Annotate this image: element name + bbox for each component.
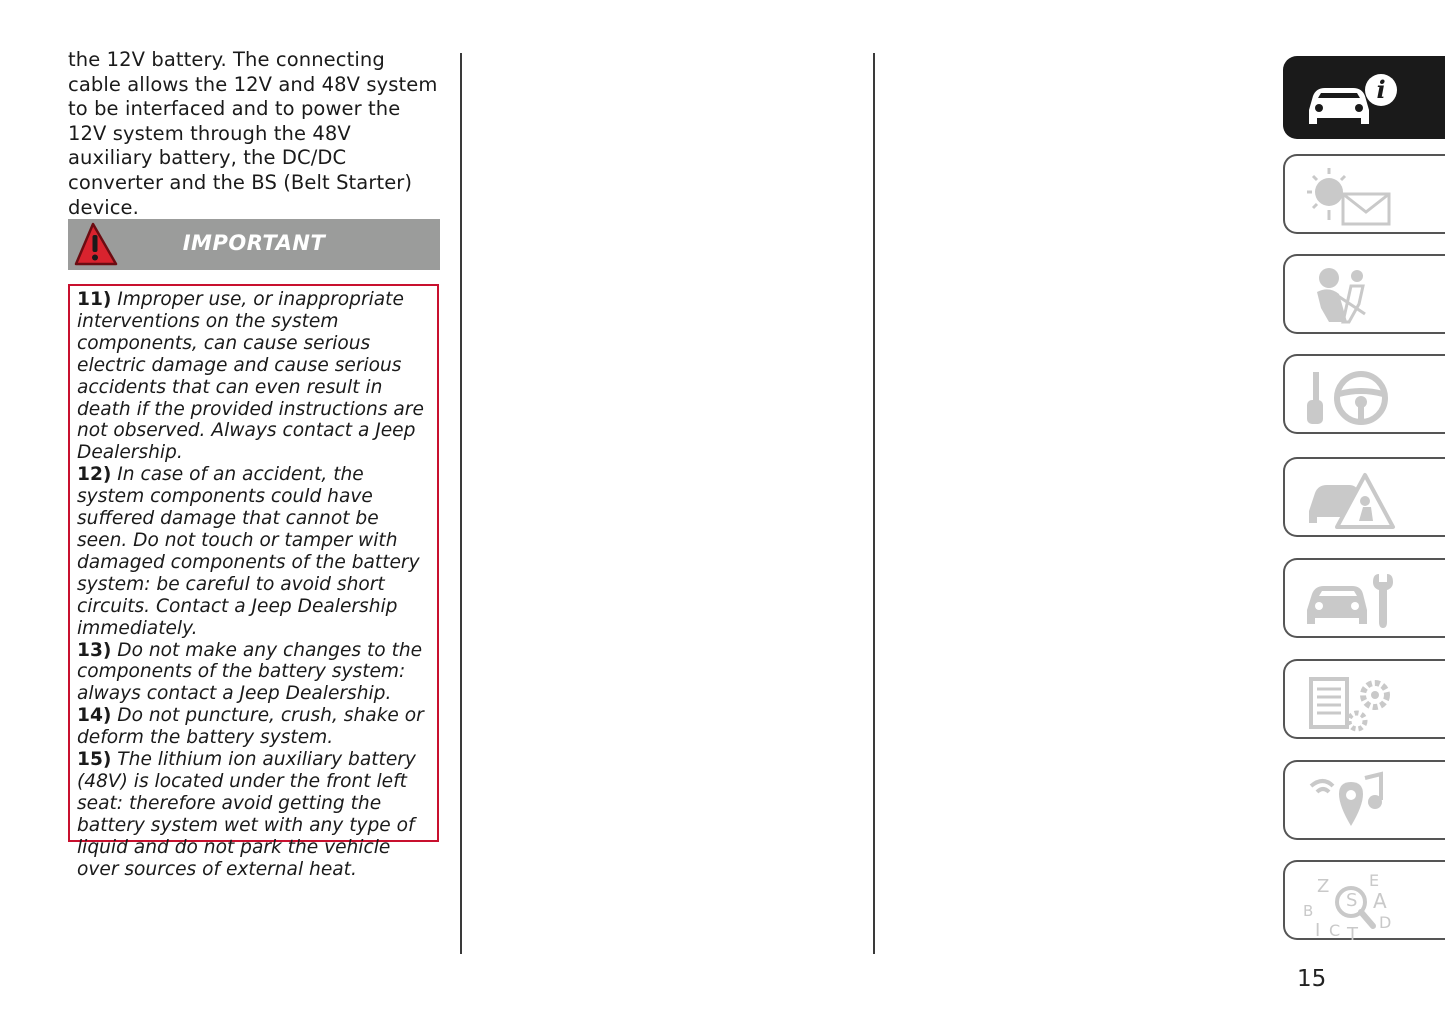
index-letter: T [1347, 924, 1358, 940]
key-steering-wheel-icon [1299, 364, 1399, 428]
important-header [68, 219, 440, 270]
note-text: Improper use, or inappropriate interventions on the system components, can cause serious electric damage and cause serious accidents that can even result in death if the provided instructions are not observed. Always contact a Jeep Dealership. [77, 289, 424, 464]
tab-multimedia[interactable] [1283, 760, 1445, 840]
note-number: 12) [77, 464, 112, 486]
index-letter: A [1373, 889, 1387, 913]
car-emergency-icon [1299, 467, 1399, 531]
tab-maintenance[interactable] [1283, 558, 1445, 638]
seat-safety-icon [1299, 264, 1399, 328]
index-letter: S [1346, 890, 1358, 911]
car-service-icon [1299, 568, 1399, 632]
note-text: In case of an accident, the system components could have suffered damage that cannot be seen. Do not touch or tamper with damaged components of the battery system: be careful to avoid short circuits. Contact a Jeep Dealership immediately. [77, 464, 420, 639]
index-letter: Z [1317, 876, 1330, 897]
tab-emergency[interactable] [1283, 457, 1445, 537]
index-letter: D [1379, 913, 1392, 932]
note-item [77, 705, 431, 749]
note-item [77, 749, 431, 880]
lights-warning-icon [1299, 164, 1399, 226]
important-notes-box [68, 284, 439, 880]
technical-data-icon [1299, 669, 1399, 733]
tab-car-info[interactable] [1283, 56, 1445, 139]
note-number: 13) [77, 639, 112, 661]
index-letter: C [1329, 921, 1341, 940]
car-info-icon [1299, 66, 1399, 132]
index-letter: I [1315, 920, 1321, 940]
column-divider-1 [460, 53, 462, 954]
column-divider-2 [873, 53, 875, 954]
tab-lights-warnings[interactable] [1283, 154, 1445, 234]
page-number: 15 [1297, 966, 1327, 992]
tab-safety[interactable] [1283, 254, 1445, 334]
index-search-icon [1299, 870, 1399, 940]
index-letter: E [1369, 871, 1380, 890]
svg-text:i: i [1376, 75, 1386, 104]
note-text: Do not make any changes to the components of the battery system: always contact a Jeep Dealership. [77, 639, 423, 705]
note-item [77, 289, 431, 464]
body-paragraph: the 12V battery. The connecting cable allows the 12V and 48V system to be interfaced and to power the 12V system through the 48V auxiliary battery, the DC/DC converter and the BS (Belt Starter) device. [68, 48, 438, 219]
tab-index[interactable] [1283, 860, 1445, 940]
tab-technical-data[interactable] [1283, 659, 1445, 739]
note-number: 14) [77, 705, 112, 727]
multimedia-icon [1299, 770, 1399, 834]
tab-starting-driving[interactable] [1283, 354, 1445, 434]
note-text: Do not puncture, crush, shake or deform the battery system. [77, 705, 424, 749]
important-label: IMPORTANT [182, 231, 326, 255]
note-item [77, 640, 431, 706]
note-number: 11) [77, 289, 112, 310]
index-letter: B [1303, 902, 1314, 920]
note-number: 15) [77, 749, 112, 771]
note-item [77, 464, 431, 639]
note-text: The lithium ion auxiliary battery (48V) is located under the front left seat: therefore avoid getting the battery system wet with any type of liquid and do not park the vehicle over sources of external heat. [77, 749, 416, 880]
